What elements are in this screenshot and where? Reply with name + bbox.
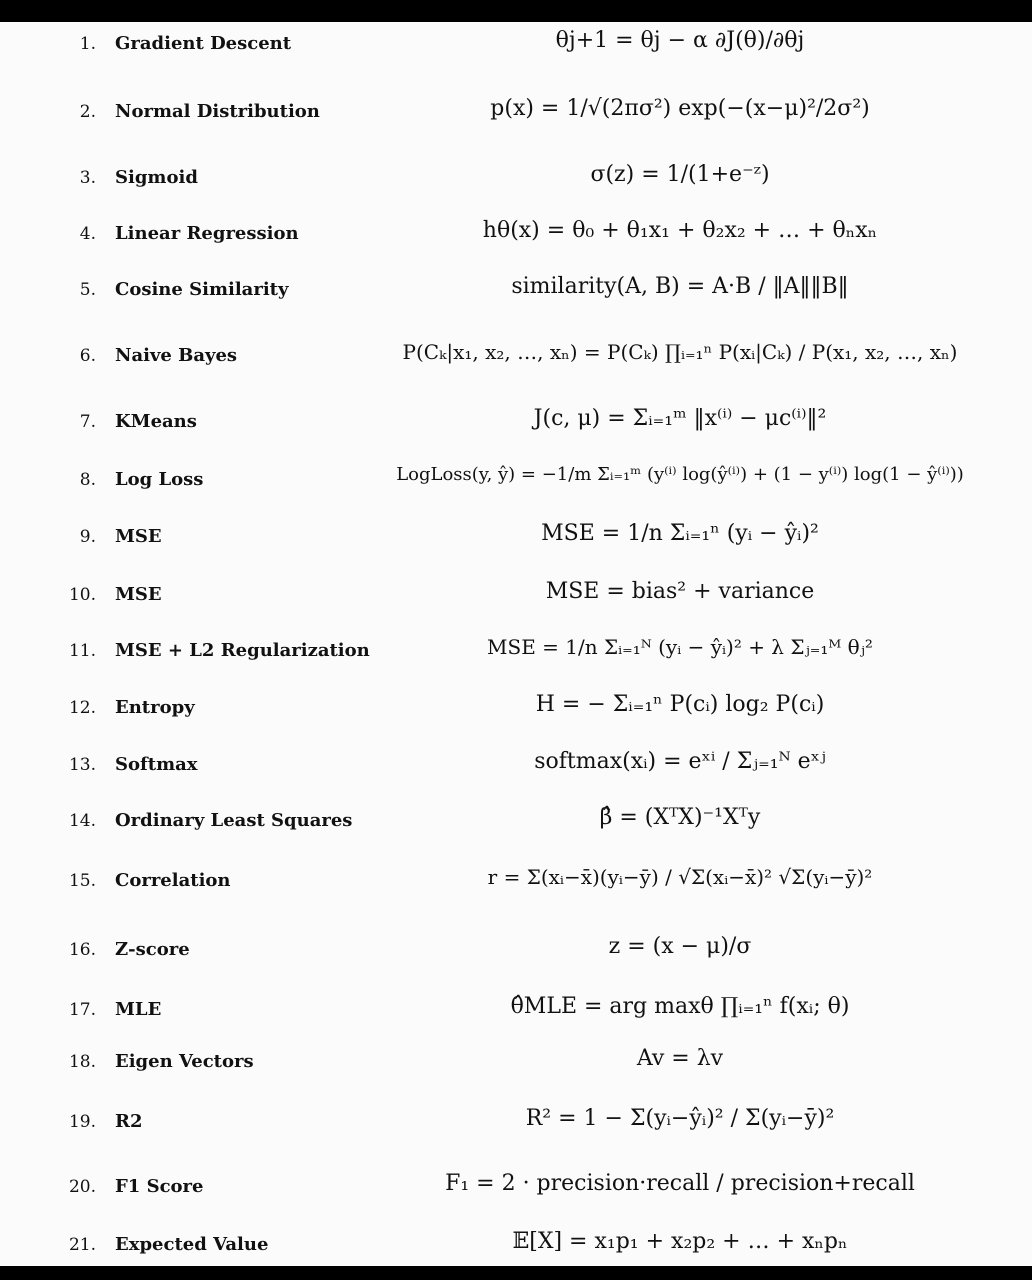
formula-row — [0, 92, 1032, 132]
item-name: Naive Bayes — [115, 345, 238, 366]
formula-row — [0, 930, 1032, 970]
item-formula: r = Σ(xᵢ−x̄)(yᵢ−ȳ) / √Σ(xᵢ−x̄)² √Σ(yᵢ−ȳ)² — [487, 865, 873, 889]
formula-row — [0, 24, 1032, 64]
formula-row — [0, 861, 1032, 901]
item-formula: β̂ = (XᵀX)⁻¹Xᵀy — [599, 805, 761, 830]
formula-row — [0, 631, 1032, 671]
formula-row — [0, 1225, 1032, 1265]
formula-row — [0, 517, 1032, 557]
item-name: Expected Value — [115, 1234, 269, 1255]
item-name: KMeans — [115, 411, 197, 432]
item-number: 16. — [68, 940, 96, 960]
item-name: Eigen Vectors — [115, 1051, 254, 1072]
item-number: 8. — [79, 470, 96, 490]
item-number: 20. — [68, 1177, 96, 1197]
item-name: MSE — [115, 526, 162, 547]
item-name: MLE — [115, 999, 162, 1020]
item-name: Normal Distribution — [115, 101, 320, 122]
formula-sheet — [0, 22, 1032, 1266]
item-name: Log Loss — [115, 469, 204, 490]
formula-row — [0, 336, 1032, 376]
item-name: Cosine Similarity — [115, 279, 289, 300]
item-number: 11. — [68, 641, 96, 661]
item-name: R2 — [115, 1111, 143, 1132]
item-name: MSE + L2 Regularization — [115, 640, 370, 661]
formula-row — [0, 990, 1032, 1030]
item-number: 12. — [68, 698, 96, 718]
item-name: Sigmoid — [115, 167, 198, 188]
formula-row — [0, 1167, 1032, 1207]
item-formula: z = (x − μ)/σ — [608, 934, 752, 959]
item-formula: J(c, μ) = Σᵢ₌₁ᵐ ‖x⁽ⁱ⁾ − μc⁽ⁱ⁾‖² — [533, 406, 827, 431]
item-formula: p(x) = 1/√(2πσ²) exp(−(x−μ)²/2σ²) — [490, 96, 870, 121]
item-number: 10. — [68, 585, 96, 605]
item-number: 19. — [68, 1112, 96, 1132]
item-formula: LogLoss(y, ŷ) = −1/m Σᵢ₌₁ᵐ (y⁽ⁱ⁾ log(ŷ⁽ⁱ⁾) + (1 − y⁽ⁱ⁾) log(1 − ŷ⁽ⁱ⁾)) — [396, 464, 964, 485]
formula-row — [0, 1042, 1032, 1082]
formula-row — [0, 575, 1032, 615]
item-formula: hθ(x) = θ₀ + θ₁x₁ + θ₂x₂ + … + θₙxₙ — [482, 218, 878, 243]
formula-row — [0, 158, 1032, 198]
item-formula: θ̂MLE = arg maxθ ∏ᵢ₌₁ⁿ f(xᵢ; θ) — [510, 994, 850, 1019]
formula-row — [0, 1102, 1032, 1142]
item-number: 15. — [68, 871, 96, 891]
item-formula: F₁ = 2 · precision·recall / precision+recall — [445, 1171, 915, 1196]
item-name: Z-score — [115, 939, 190, 960]
item-number: 7. — [79, 412, 96, 432]
formula-row — [0, 460, 1032, 500]
item-number: 17. — [68, 1000, 96, 1020]
item-number: 14. — [68, 811, 96, 831]
item-name: MSE — [115, 584, 162, 605]
item-formula: θj+1 = θj − α ∂J(θ)/∂θj — [555, 28, 805, 53]
item-number: 21. — [68, 1235, 96, 1255]
item-formula: H = − Σᵢ₌₁ⁿ P(cᵢ) log₂ P(cᵢ) — [535, 692, 825, 717]
item-formula: MSE = bias² + variance — [545, 579, 815, 604]
item-formula: P(Cₖ|x₁, x₂, …, xₙ) = P(Cₖ) ∏ᵢ₌₁ⁿ P(xᵢ|Cₖ) / P(x₁, x₂, …, xₙ) — [402, 340, 958, 364]
item-number: 6. — [79, 346, 96, 366]
item-formula: softmax(xᵢ) = eˣⁱ / Σⱼ₌₁ᴺ eˣʲ — [534, 749, 826, 774]
item-formula: Av = λv — [636, 1046, 724, 1071]
item-number: 2. — [79, 102, 96, 122]
item-formula: 𝔼[X] = x₁p₁ + x₂p₂ + … + xₙpₙ — [512, 1229, 848, 1254]
item-name: F1 Score — [115, 1176, 204, 1197]
formula-row — [0, 801, 1032, 841]
item-number: 4. — [79, 224, 96, 244]
item-name: Entropy — [115, 697, 195, 718]
formula-row — [0, 402, 1032, 442]
formula-row — [0, 688, 1032, 728]
item-name: Softmax — [115, 754, 198, 775]
item-number: 9. — [79, 527, 96, 547]
item-number: 1. — [79, 34, 96, 54]
item-name: Correlation — [115, 870, 231, 891]
item-formula: MSE = 1/n Σᵢ₌₁ⁿ (yᵢ − ŷᵢ)² — [541, 521, 819, 546]
bottom-border — [0, 1266, 1032, 1280]
item-number: 13. — [68, 755, 96, 775]
item-formula: σ(z) = 1/(1+e⁻ᶻ) — [590, 162, 770, 187]
item-name: Gradient Descent — [115, 33, 292, 54]
item-formula: MSE = 1/n Σᵢ₌₁ᴺ (yᵢ − ŷᵢ)² + λ Σⱼ₌₁ᴹ θⱼ² — [487, 635, 873, 659]
item-number: 3. — [79, 168, 96, 188]
formula-row — [0, 745, 1032, 785]
formula-row — [0, 214, 1032, 254]
formula-row — [0, 270, 1032, 310]
item-formula: similarity(A, B) = A·B / ‖A‖‖B‖ — [511, 274, 849, 299]
item-formula: R² = 1 − Σ(yᵢ−ŷᵢ)² / Σ(yᵢ−ȳ)² — [525, 1106, 835, 1131]
item-name: Linear Regression — [115, 223, 299, 244]
item-number: 5. — [79, 280, 96, 300]
item-name: Ordinary Least Squares — [115, 810, 353, 831]
item-number: 18. — [68, 1052, 96, 1072]
